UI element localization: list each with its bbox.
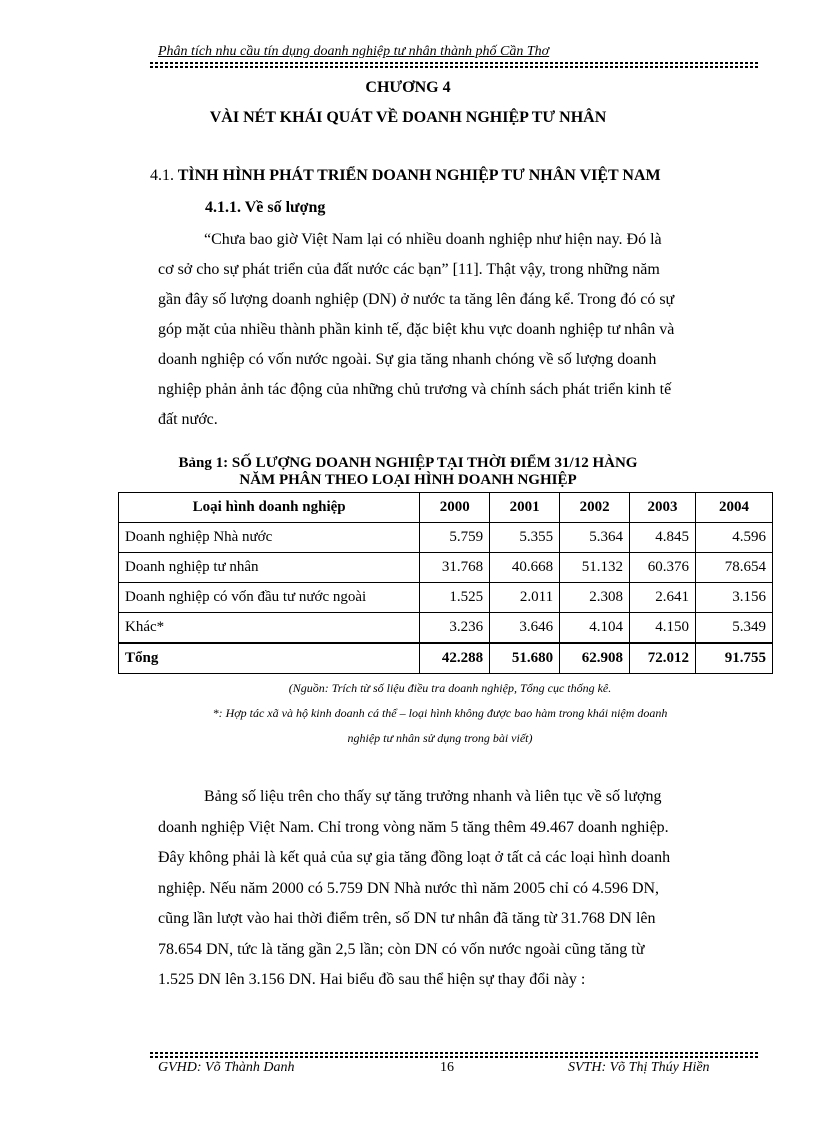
text-line: cũng lần lượt vào hai thời điểm trên, số DN tư nhân đã tăng từ 31.768 DN lên (158, 910, 656, 927)
column-header: 2000 (420, 493, 490, 523)
text-line: doanh nghiệp có vốn nước ngoài. Sự gia tăng nhanh chóng về số lượng doanh (158, 351, 657, 368)
table-cell: 51.680 (490, 643, 560, 674)
section-heading (150, 167, 661, 185)
row-label: Doanh nghiệp có vốn đầu tư nước ngoài (119, 583, 420, 613)
table-caption-line: Bảng 1: SỐ LƯỢNG DOANH NGHIỆP TẠI THỜI ĐIỂM 31/12 HÀNG (178, 455, 638, 471)
table-cell: 78.654 (696, 553, 773, 583)
column-header: 2001 (490, 493, 560, 523)
column-header: 2004 (696, 493, 773, 523)
chapter-title: VÀI NÉT KHÁI QUÁT VỀ DOANH NGHIỆP TƯ NHÂN (209, 109, 607, 126)
footer-student: SVTH: Võ Thị Thúy Hiền (568, 1060, 710, 1075)
table-cell: 91.755 (696, 643, 773, 674)
chapter-number: CHƯƠNG 4 (365, 79, 451, 96)
text-line: đất nước. (158, 411, 218, 428)
table-cell: 62.908 (560, 643, 630, 674)
table-cell: 5.364 (560, 523, 630, 553)
table-cell: 42.288 (420, 643, 490, 674)
text-line: gần đây số lượng doanh nghiệp (DN) ở nước ta tăng lên đáng kể. Trong đó có sự (158, 291, 675, 308)
table-cell: 1.525 (420, 583, 490, 613)
table-total-row (119, 643, 773, 674)
text-line: Bảng số liệu trên cho thấy sự tăng trưởng nhanh và liên tục về số lượng (204, 788, 662, 805)
text-line: “Chưa bao giờ Việt Nam lại có nhiều doanh nghiệp như hiện nay. Đó là (204, 231, 662, 248)
page-number: 16 (440, 1060, 454, 1075)
row-label: Doanh nghiệp tư nhân (119, 553, 420, 583)
table-row (119, 553, 773, 583)
section-number: 4.1. (150, 167, 174, 184)
table-cell: 5.349 (696, 613, 773, 644)
text-line: doanh nghiệp Việt Nam. Chỉ trong vòng năm 5 tăng thêm 49.467 doanh nghiệp. (158, 818, 669, 836)
table-cell: 4.845 (630, 523, 696, 553)
table-cell: 72.012 (630, 643, 696, 674)
table-cell: 5.759 (420, 523, 490, 553)
table-cell: 5.355 (490, 523, 560, 553)
table-cell: 3.156 (696, 583, 773, 613)
table-footnote: *: Hợp tác xã và hộ kinh doanh cá thể – loại hình không được bao hàm trong khái niệm doanh (212, 706, 668, 720)
text-line: nghiệp phản ảnh tác động của những chủ trương và chính sách phát triển kinh tế (158, 381, 672, 398)
column-header: 2003 (630, 493, 696, 523)
table-cell: 51.132 (560, 553, 630, 583)
section-title: TÌNH HÌNH PHÁT TRIỂN DOANH NGHIỆP TƯ NHÂN VIỆT NAM (177, 167, 661, 184)
paragraph-analysis (158, 782, 740, 996)
table-cell: 31.768 (420, 553, 490, 583)
text-line: Đây không phải là kết quả của sự gia tăng đồng loạt ở tất cả các loại hình doanh (158, 849, 671, 866)
table-footnote: nghiệp tư nhân sử dụng trong bài viết) (347, 731, 533, 745)
table-caption (0, 455, 816, 489)
table-caption-line: NĂM PHÂN THEO LOẠI HÌNH DOANH NGHIỆP (239, 472, 577, 488)
header-divider (150, 62, 760, 68)
table-cell: 3.646 (490, 613, 560, 644)
table-cell: 60.376 (630, 553, 696, 583)
row-label: Doanh nghiệp Nhà nước (119, 523, 420, 553)
enterprise-count-table (118, 492, 773, 674)
text-line: cơ sở cho sự phát triển của đất nước các bạn” [11]. Thật vậy, trong những năm (158, 261, 660, 278)
row-label: Khác* (119, 613, 420, 644)
row-label: Tổng (119, 643, 420, 674)
table-cell: 3.236 (420, 613, 490, 644)
table-cell: 4.596 (696, 523, 773, 553)
table-cell: 2.641 (630, 583, 696, 613)
table-row (119, 523, 773, 553)
column-header: Loại hình doanh nghiệp (119, 493, 420, 523)
table-row (119, 613, 773, 644)
table-source: (Nguồn: Trích từ số liệu điều tra doanh nghiệp, Tổng cục thống kê. (288, 681, 612, 695)
text-line: góp mặt của nhiều thành phần kinh tế, đặc biệt khu vực doanh nghiệp tư nhân và (158, 321, 675, 338)
table-cell: 4.150 (630, 613, 696, 644)
running-header: Phân tích nhu cầu tín dụng doanh nghiệp tư nhân thành phố Cần Thơ (158, 44, 550, 59)
paragraph-intro (158, 225, 740, 435)
table-header-row (119, 493, 773, 523)
subsection-title: 4.1.1. Về số lượng (205, 199, 326, 216)
column-header: 2002 (560, 493, 630, 523)
table-row (119, 583, 773, 613)
table-cell: 4.104 (560, 613, 630, 644)
table-cell: 2.308 (560, 583, 630, 613)
footer-advisor: GVHD: Võ Thành Danh (158, 1060, 295, 1075)
table-cell: 40.668 (490, 553, 560, 583)
text-line: 78.654 DN, tức là tăng gần 2,5 lần; còn DN có vốn nước ngoài cũng tăng từ (158, 940, 645, 958)
text-line: 1.525 DN lên 3.156 DN. Hai biểu đồ sau thể hiện sự thay đổi này : (158, 971, 586, 988)
table-cell: 2.011 (490, 583, 560, 613)
text-line: nghiệp. Nếu năm 2000 có 5.759 DN Nhà nước thì năm 2005 chỉ có 4.596 DN, (158, 879, 660, 897)
footer-divider (150, 1052, 760, 1058)
